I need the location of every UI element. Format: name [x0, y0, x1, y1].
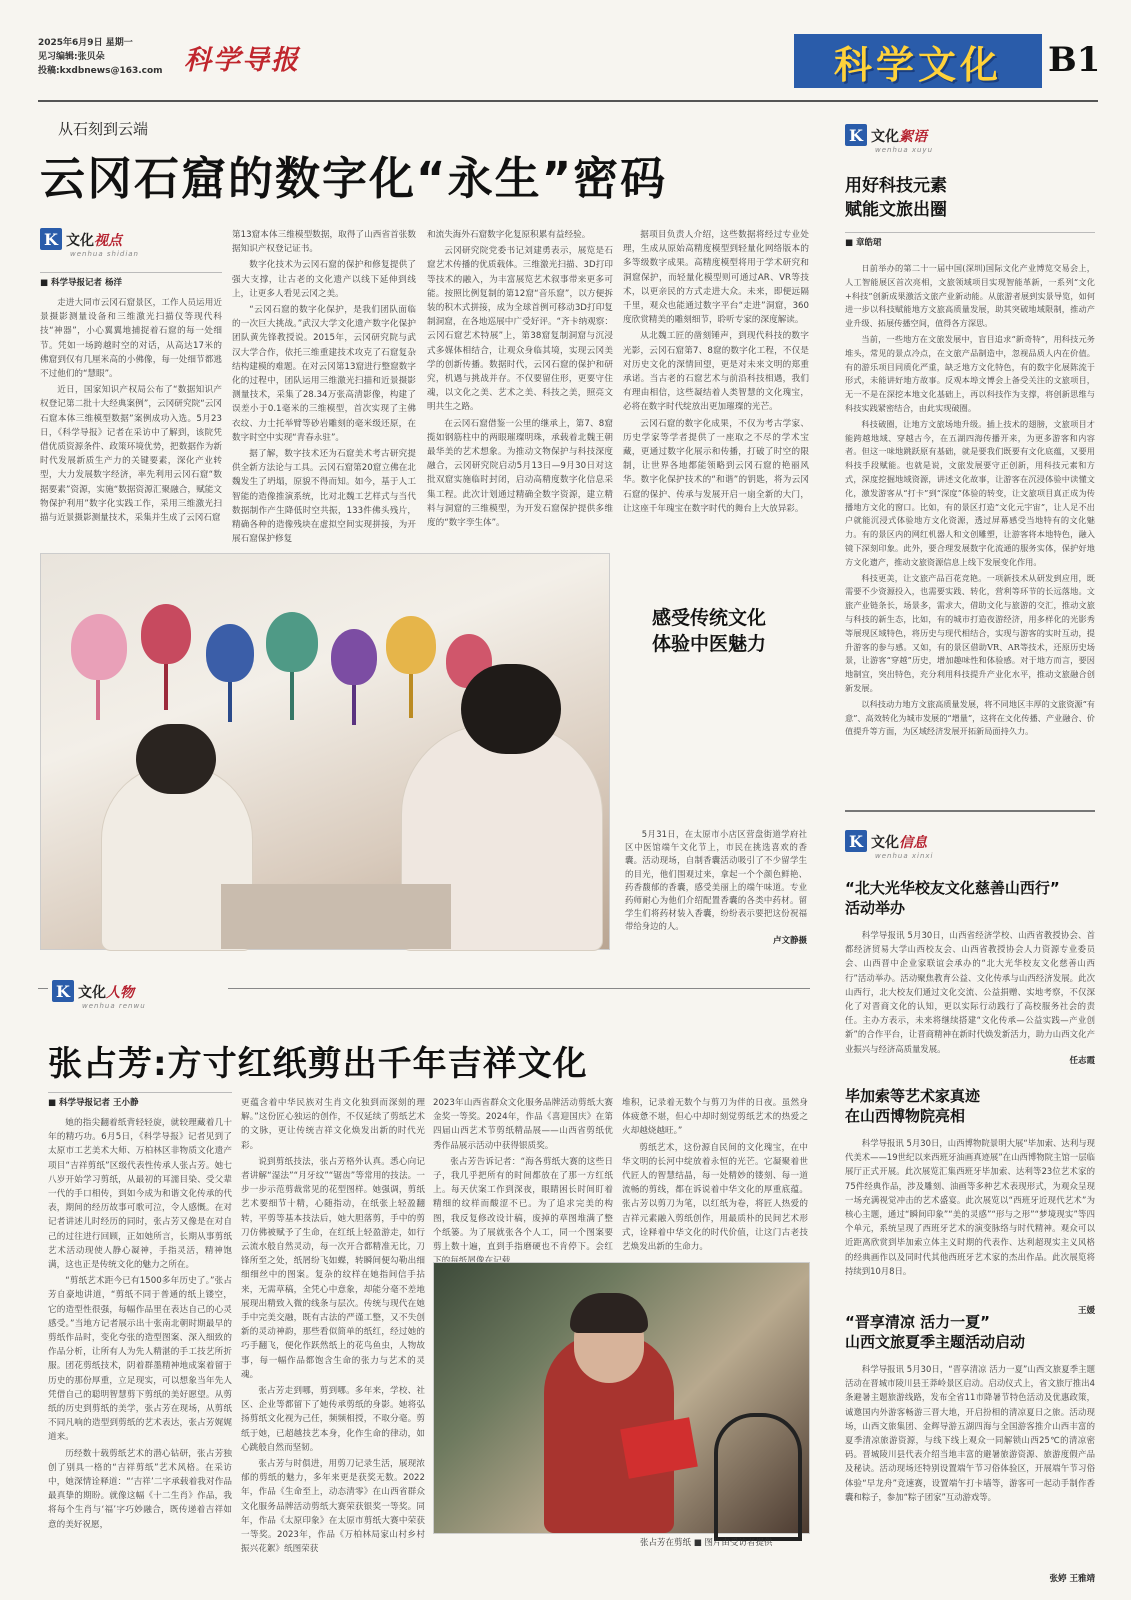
main-col3-para: 在云冈石窟借鉴一公里的继承上，第7、8窟揽如钢筋柱中的两眼璀璨明珠，承载着北魏王朝最华美的艺术想象。为推动文物保护与科技深度融合，云冈研究院启动5月13日—9月30日对这批双窟实施临时封闭，启动高精度数字化信息采集工程。此次计划通过精确全数字资源，建立精料与洞窟的三维模型，为开发石窟保护提供多维度的“数字孪生体”。 — [427, 418, 613, 529]
main-col4-para: 云冈石窟的数字化成果，不仅为考古学家、历史学家等学者提供了一座取之不尽的学术宝藏，更通过数字化展示和传播，打破了时空的限制，让世界各地都能领略到云冈石窟的艳丽风华。数字化保护技术的“和谐”的钥匙，将为云冈石窟的保护、传承与发展开启一扇全新的大门，让这座千年瑰宝在数字时代的舞台上大放异彩。 — [623, 418, 809, 514]
table-shape — [221, 884, 451, 949]
news-item — [845, 1086, 1095, 1316]
sachet-shape — [71, 614, 127, 680]
main-byline: ■ 科学导报记者 杨洋 — [40, 276, 122, 288]
badge-pinyin: wenhua xinxi — [875, 852, 934, 860]
papercut-photo — [433, 1262, 810, 1534]
news-body: 科学导报讯 5月30日，山西博物院景明大展“毕加索、达利与现代美术——19世纪以来西班牙油画真迹展”在山西博物院主馆一层临展厅正式开展。此次展览汇集西班牙毕加索、达利等23位艺术家的75件经典作品，涉及雕刻、油画等多种艺术表现形式，为观众呈现一场充满视觉冲击的艺术盛宴。此次展览以“西班牙近现代艺术”为核心主题，通过“瞬间印象”“美的灵感”“形与之形”“梦境现实”等四个单元，系统呈现了西班牙艺术的演变脉络与时代精神。观众可以近距离欣赏到毕加索立体主义时期的代表作、达利超现实主义风格的经典画作以及同时代其他西班牙艺术家的杰出作品。此次展览将持续到10月8日。 — [845, 1138, 1095, 1276]
k-logo-icon: K — [52, 980, 74, 1002]
photo-headline-line1: 感受传统文化 — [652, 607, 767, 629]
person-col-1 — [48, 1116, 232, 1558]
papercut-sheet-shape — [620, 1417, 698, 1478]
main-col3-para: 和流失海外石窟数字化复原积累有益经验。 — [427, 230, 591, 240]
person-headline: 张占芳:方寸红纸剪出千年吉祥文化 — [48, 1044, 588, 1084]
news-title-line1: 毕加索等艺术家真迹 — [845, 1087, 981, 1105]
badge-main-text: 文化 — [66, 233, 94, 249]
section-title: 科学文化 — [833, 42, 1002, 87]
sachet-shape — [331, 629, 377, 685]
main-col-2 — [232, 228, 416, 545]
tassel-shape — [96, 680, 100, 720]
section-title-banner — [794, 34, 1042, 88]
badge-main-text: 文化 — [78, 985, 106, 1001]
person-col4-para: 堆积，记录着无数个与剪刀为伴的日夜。虽然身体疲惫不堪，但心中却时刻觉剪纸艺术的热爱之火却越烧越旺。” — [622, 1098, 808, 1137]
tassel-shape — [409, 674, 413, 718]
column-badge-shidian — [40, 228, 230, 264]
main-col-1 — [40, 296, 222, 536]
opinion-paragraph: 当前，一些地方在文旅发展中，盲目追求“新奇特”，用科技元务堆头，常见的景点冷点，在文旅产品制造中，忽视品质人内在价值。有的游乐项目同质化严重，缺乏地方文化特色，有的数字化展陈流于形式，未能讲好地方故事。反观本埠文博会上备受关注的文旅项目，无一不是在深挖本地文化基础上，再以科技作为支撑，将创新思维与科技实践紧密结合，由此实现破圈。 — [845, 333, 1095, 413]
person-col2-para: 张占芳与时俱进，用剪刀记录生活，展现浓郁的剪纸的魅力，多年来更是获奖无数。2022年，作品《生命至上，动态清零》在山西省群众文化服务品牌活动剪纸大赛荣获银奖一等奖。同年，作品《太原印象》在太原市剪纸大赛中荣获一等奖。2023年，作品《万柏林局家山村乡村振兴花絮》纸图荣获 — [241, 1459, 425, 1555]
k-logo-icon: K — [845, 830, 867, 852]
masthead-divider — [38, 100, 1098, 102]
person-col2-para: 张占芳走到哪，剪到哪。多年来，学校、社区、企业等都留下了她传承剪纸的身影。她将弘扬剪纸文化视为己任，频频相授，不取分毫。剪纸于她，已超越技艺本身，化作生命的律动，如心跳般自然而坚韧。 — [241, 1386, 425, 1453]
papercut-photo-caption — [640, 1536, 772, 1550]
main-col-4 — [623, 228, 809, 536]
tassel-shape — [228, 682, 232, 722]
masthead-date: 2025年6月9日 星期一 — [38, 38, 133, 48]
person-col-2 — [241, 1096, 425, 1558]
news-title-line2: 山西文旅夏季主题活动启动 — [845, 1333, 1026, 1351]
badge-main-text: 文化 — [871, 129, 899, 145]
main-col2-para: 数字化技术为云冈石窟的保护和修复提供了强大支撑，让古老的文化遗产以线下延伸到线上，让更多人看见云冈之美。 — [232, 260, 416, 299]
news-author: 任志霞 — [1069, 1056, 1095, 1066]
person-byline-rule — [48, 1092, 232, 1093]
sachet-shape — [386, 616, 436, 674]
masthead-editor: 见习编辑:张贝朵 — [38, 52, 105, 62]
opinion-headline — [845, 174, 1085, 222]
person-col1-para: “剪纸艺术距今已有1500多年历史了。”张占芳自豪地讲道，“剪纸不同于普通的纸上镂空，它的造型性很强，每幅作品里在表达自己的心灵感受。”当地方记者展示出十张南北朝时期最早的剪纸作品时，变化夸张的造型图案、深入细致的作品分析，让所有人为先人精湛的手工技艺所折服。团花剪纸技术，阴着群墨精神地成案着留于历史的那份厚重，立足现实，可以想象当年先人凭借自己的聪明智慧剪下剪纸的美好愿望。从剪纸的历史到剪纸的美学，张占芳在现场，从剪纸不同凡响的造型到剪纸的艺术表达，张占芳娓娓道来。 — [48, 1276, 232, 1443]
person-col4-para: 剪纸艺术，这份源自民间的文化瑰宝，在中华文明的长河中绽放着永恒的光芒。它凝聚着世代匠人的智慧结晶，每一处精妙的镂刻、每一道流畅的剪线，都在诉说着中华文化的厚重底蕴。张占芳以剪刀为笔，以红纸为卷，将匠人热爱的吉祥元素融入剪纸创作，用最质朴的民间艺术形式，诠释着中华文化的时代价值，让这门古老技艺焕发出新的生命力。 — [622, 1142, 808, 1253]
k-logo-icon: K — [40, 228, 62, 250]
opinion-paragraph: 以科技动力地方文旅高质量发展，将不同地区丰厚的文旅资源“有意”、高效转化为城市发展的“增量”，这将在文化传播、产业融合、价值提升等方面，为区域经济发展开拓新局面持久力。 — [845, 698, 1095, 737]
news-title-line1: “北大光华校友文化慈善山西行” — [845, 879, 1060, 897]
opinion-headline-line1: 用好科技元素 — [845, 176, 947, 196]
tassel-shape — [352, 685, 356, 725]
person-hair-shape — [136, 724, 216, 794]
photo-headline-line2: 体验中医魅力 — [652, 633, 767, 655]
tassel-shape — [290, 672, 294, 720]
person-col1-para: 她的指尖翻着纸背轻轻旋，就较理藏着几十年的精巧功。6月5日，《科学导报》记者见到了太原市工艺美术大师、万柏林区非物质文化遗产项目“吉祥剪纸”区级代表性传承人张占芳。她七八岁开始学习剪纸，从最初的耳濡目染、受父辈一代的手口相传，到如今成为和谐文化传承的代表，期间的经历故事可歌可泣，令人感慨。在对记者讲述儿时经历的同时，张占芳又像是在对自己的过往进行回顾，正如她所言，长期从事剪纸艺术活动现使人静心凝神，手指灵活，精神饱满，这也正是传统文化的魅力之所在。 — [48, 1118, 232, 1271]
opinion-paragraph: 科技破圈，让地方文旅场地升级。插上技术的翅膀，文旅项目才能跨越地域、穿越古今，在五湖四海传播开来，为更多游客和内容者。但这一味地跳跃原有基础，就是要我们既要有文化底蕴，又要用科技手段赋能。也就是说，文旅发展要守正创新，用科技元素和方式，深度挖掘地域资源，讲述文化故事，让游客在沉浸体验中读懂文化，激发游客从“打卡”到“深度”体验的转变，让文旅项目真正成为传播地方文化的窗口。比如，有的景区打造“文化元宇宙”，让人足不出户就能沉浸式体验地方文化资源，透过屏幕感受当地特有的文化魅力。有的景区内的网红机器人和文创雕塑，让游客将本地特色，融入镜下深刻印象。此外，要合理发展数字化流通的服务实体，保护好地方文化遗产，推动文旅资源信息上线下发展变化作用。 — [845, 418, 1095, 567]
main-col4-para: 从北魏工匠的凿刻锤声，到现代科技的数字光影，云冈石窟第7、8窟的数字化工程，不仅是对历史文化的深情回望，更是对未来文明的郑重承诺。当古老的石窟艺术与前沿科技相遇，我们有理由相信，这些凝结着人类智慧的文化瑰宝，必将在数字时代绽放出更加璀璨的光芒。 — [623, 331, 809, 413]
byline-rule — [40, 272, 222, 273]
badge-pinyin: wenhua renwu — [82, 1002, 146, 1010]
paper-logo: 科学导报 — [184, 45, 300, 76]
badge-accent-text: 信息 — [899, 835, 927, 851]
main-col1-para: 近日，国家知识产权局公布了“数据知识产权登记第二批十大经典案例”，云冈研究院“云冈石窟本体三维模型数据”案例成功入选。5月23日，《科学导报》记者在采访中了解到，该院凭借优质资源条件、政策环境优势，把数据作为新时代发展新质生产力的关键要素，深化产业转型，大力发展数字经济，率先利用云冈石窟“数据要素”资源，实施“数据资源汇聚融合，赋能文物保护利用”数字化实践工作，采用三维激光扫描与近景摄影测量技术，采集并生成了云冈石窟 — [40, 385, 222, 524]
main-col4-para: 据项目负责人介绍，这些数据将经过专业处理，生成从原始高精度模型到轻量化网络版本的多等级数字成果。高精度模型将用于学术研究和洞窟保护，而轻量化模型则可通过AR、VR等技术，以更亲民的方式走进大众。未来，即便远隔千里，观众也能通过数字平台“走进”洞窟，360度欣赏精美的雕刻细节，聆听专家的深度解读。 — [623, 230, 809, 326]
page-number: B1 — [1048, 40, 1101, 80]
news-author: 王媛 — [1077, 1306, 1095, 1316]
news-body: 科学导报讯 5月30日，“晋享清凉 活力一夏”山西文旅夏季主题活动在晋城市陵川县王莽岭景区启动。启动仪式上，省文旅厅推出4条避暑主题旅游线路，发布全省11市降暑节特色活动及优惠政策，诚邀国内外游客畅游三晋大地，开启扮相的清凉夏日之旅。活动现场，山西文旅集团、金辉导游五湖四海与全国游客推介山西丰富的夏季清凉旅游资源，与线下线上观众一同解锁山西25℃的清凉密码。晋城陵川县代表介绍当地丰富的避暑旅游资源、旅游度假产品及秘诀。活动现场还特别设置端午节习俗体验区，开展端午节习俗体验“早龙舟”竞速赛，设置端午打卡墙等，游客可一起动手制作香囊和粽子，参加“粽子团家”互动游戏等。 — [845, 1364, 1095, 1502]
photo-story-headline — [652, 605, 812, 657]
person-byline: ■ 科学导报记者 王小静 — [48, 1096, 138, 1108]
k-logo-icon: K — [845, 124, 867, 146]
main-col-3 — [427, 228, 613, 536]
person-col3-para: 张占芳告诉记者：“海各剪纸大赛的这些日子，我几乎把所有的时间都放在了那一方红纸上。每天伏案工作到深夜，眼睛困长时间盯着精细的纹样而酸涩不已。为了追求完美的构图，我反复修改设计稿，废掉的草图堆满了整个纸篓。为了展就张各个人工，同一个图案要剪上数十遍，直到手指磨硬也不肯停下。会红 — [433, 1156, 613, 1253]
person-col1-para: 历经数十载剪纸艺术的潜心钻研，张占芳独创了别具一格的“吉祥剪纸”艺术风格。在采访中，她深情诠释道：“‘吉祥’二字承载着我对作品最真挚的期盼。就像这幅《十二生肖》作品，我将每个生肖与‘福’字巧妙融合，既传递着吉祥如意的美好祝愿， — [48, 1448, 232, 1530]
photo-story-caption: 5月31日，在太原市小店区营盘街道学府社区中医馆端午文化节上，市民在挑选喜欢的香囊。活动现场，自制香囊活动吸引了不少留学生的目光，他们围观过来，拿起一个个颜色鲜艳、药香馥郁的香囊，感受美丽上的端午味道。专业药师耐心为他们介绍配置香囊的各类中药材。留学生们将药材装入香囊，纷纷表示要把这份祝福带给身边的人。 — [625, 829, 807, 932]
opinion-author-rule — [845, 232, 1095, 233]
sachet-shape — [266, 612, 318, 672]
sachet-shape — [141, 604, 191, 664]
badge-pinyin: wenhua xuyu — [875, 146, 934, 154]
badge-accent-text: 絮语 — [899, 129, 927, 145]
badge-accent-text: 人物 — [106, 985, 134, 1001]
news-item — [845, 878, 1095, 1066]
badge-main-text: 文化 — [871, 835, 899, 851]
chair-shape — [714, 1413, 802, 1541]
caption-separator: ■ — [693, 1538, 705, 1548]
main-kicker: 从石刻到云端 — [58, 120, 149, 138]
photo-story-credit: 卢文静摄 — [772, 936, 807, 946]
person-photo-credit: 图片由受访者提供 — [704, 1538, 773, 1548]
main-col3-para: 云冈研究院党委书记刘建勇表示，展览是石窟艺术传播的优质载体。三维激光扫描、3D打印等技术的融入，为丰富展览艺术叙事带来更多可能。按照比例复制的第12窟“音乐窟”，以方便拆装的积木式拼接，成为全球首例可移动3D打印复制洞窟，在各地巡展中广受好评。“齐卡纳观察：云冈石窟艺术特展”上，第38窟复制洞窟与沉浸式多媒体相结合，让观众身临其境，实现云冈美学的创新传播。数据时代，云冈石窟的保护和研究，机遇与挑战并存。不仅要留住形，更要守住魂，以文化之美、艺术之美、科技之美，照亮文明共生之路。 — [427, 246, 613, 413]
news-body: 科学导报讯 5月30日，山西省经济学校、山西省教授协会、首都经济贸易大学山西校友会、山西省教授协会人力资源专业委员会、山西晋中企业家联谊会承办的“北大光华校友文化慈善山西行”活动举办。活动聚焦教育公益、文化传承与山西经济发展。此次山西行，北大校友们通过文化交流、公益捐赠、实地考察，不仅深化了对晋商文化的认知，更以实际行动践行了高校服务社会的责任。主办方表示，未来将继续搭建“文化传承—公益实践—产业创新”的合作平台，让晋商精神在新时代焕发新活力，助力山西文化产业振兴与经济高质量发展。 — [845, 930, 1095, 1054]
masthead — [38, 34, 1101, 96]
person-hair-shape — [461, 664, 561, 754]
column-badge-xuyu — [845, 124, 1045, 160]
person-col-3 — [433, 1096, 613, 1253]
news-title-line2: 在山西博物院亮相 — [845, 1107, 966, 1125]
news-item — [845, 1312, 1095, 1584]
news-title-line2: 活动举办 — [845, 899, 906, 917]
badge-pinyin: wenhua shidian — [70, 250, 139, 258]
tassel-shape — [164, 664, 168, 710]
main-headline: 云冈石窟的数字化“永生”密码 — [40, 152, 668, 205]
news-author: 张婷 王雅靖 — [1049, 1574, 1095, 1584]
person-col3-para: 2023年山西省群众文化服务品牌活动剪纸大赛金奖一等奖。2024年，作品《喜迎国庆》在第四届山西艺术节剪纸精品展——山西省剪纸优秀作品展示活动中获得银质奖。 — [433, 1098, 613, 1151]
masthead-email: 投稿:kxdbnews@163.com — [38, 66, 163, 76]
person-col2-para: 更蕴含着中华民族对生肖文化独到而深刻的理解。”这份匠心独运的创作，不仅延续了剪纸艺术的文脉，更让传统吉祥文化焕发出新的时代光彩。 — [241, 1098, 425, 1151]
opinion-headline-line2: 赋能文旅出圈 — [845, 200, 947, 220]
column-badge-xinxi — [845, 830, 1045, 866]
main-col1-para: 走进大同市云冈石窟景区，工作人员运用近景摄影测量设备和三维激光扫描仪等现代科技“神器”，小心翼翼地捕捉着石窟的每一处细节。凭如一场跨越时空的对话，从高达17米的佛窟到仅有几厘米高的小佛像，每一处细节都逃不过他们的“慧眼”。 — [40, 298, 222, 380]
person-hair-shape — [570, 1293, 648, 1333]
person-photo-caption: 张占芳在剪纸 — [640, 1538, 692, 1548]
main-col2-para: 第13窟本体三维模型数据，取得了山西省首张数据知识产权登记证书。 — [232, 230, 416, 255]
badge-accent-text: 视点 — [94, 233, 122, 249]
opinion-paragraph: 科技更美，让文旅产品百花竞艳。一项新技术从研发到应用，既需要不少资源投入，也需要实践、转化，营利等环节的长远落地。文旅产业链条长，场景多，需求大，借助文化与旅游的交汇，推动文旅与科技的新生态，比如，有的城市打造夜游经济，用多样化的光影秀等展现区域特色，将历史与现代相结合，实现与游客的实时互动，提升游客的参与感。又如，有的景区借助VR、AR等技术，还原历史场景，让游客“穿越”历史，增加趣味性和体验感。对于地方而言，要因地制宜，突出特色，充分利用科技提升产业化水平，推动文旅融合创新发展。 — [845, 572, 1095, 693]
news-title-line1: “晋享清凉 活力一夏” — [845, 1313, 990, 1331]
opinion-paragraph: 日前举办的第二十一届中国(深圳)国际文化产业博览交易会上，人工智能展区首次亮相，文旅领域项目实现智能革新，一系列“文化+科技”创新成果激活文旅产业新动能。从旅游者展到实景导览，如何进一步以科技赋能地方文旅高质量发展，助其突破地域限制，推动产业升级、拓展传播空间，值得各方深思。 — [845, 263, 1095, 329]
opinion-body — [845, 262, 1095, 762]
opinion-author: ■ 章皓珺 — [845, 236, 882, 248]
main-col2-para: 据了解，数字技术还为石窟美术考古研究提供全新方法论与工具。云冈石窟第20窟立佛在北魏发生了坍塌，原貌不得而知。如今，基于人工智能的造像推演系统，比对北魏工艺样式与当代数据制作产生降低时空共振，133件佛头残片，精确各种的造像残块在虚拟空间实现拼接，为开展石窟保护修复 — [232, 449, 416, 545]
person-col-4 — [622, 1096, 808, 1253]
sachet-shape — [206, 624, 254, 682]
sachet-photo — [40, 553, 610, 950]
person-col2-para: 说到剪纸技法，张占芳格外认真。悉心向记者讲解“湿法”“月牙纹”“锯齿”等常用的技法。一步一步示范剪裁常见的花型图样。她强调，剪纸艺术要细节十精，心随指动，在纸张上轻盈翻转，平剪等基本技法后，她大胆落剪，手中的剪刀仿佛被赋予了生命，在红纸上轻盈游走，如行云流水般自然灵动，每一次开合都精准无比，刀锋所至之处，纸屑纷飞如蝶，转瞬间便勾勒出细细细丝中的图案。复杂的纹样在她指间信手拈来，无需草稿，全凭心中意象，却能分毫不差地展现出精致入微的线条与层次。传统与现代在她手中完美交融，既有古法的严谨工整，又不失创新的灵动神韵，那些看似简单的纸红，经过她的巧手翻飞，便化作跃然纸上的花鸟鱼虫，人物故事，每一幅作品都饱含生命的张力与艺术的灵魂。 — [241, 1156, 425, 1380]
sidebar-divider — [845, 810, 1095, 812]
main-col2-para: “云冈石窟的数字化保护，是我们团队面临的一次巨大挑战。”武汉大学文化遗产数字化保护团队黄先锋教授说。2015年，云冈研究院与武汉大学合作，依托三维重建技术攻克了石窟复杂结构建模的难题。在对云冈第13窟进行整窟数字化的过程中，团队运用三维激光扫描和近景摄影测量技术，采集了28.34万张高清影像，构建了误差小于0.1毫米的三维模型，首次实现了主佛衣纹、力士托举臂等砂岩雕刻的毫米级还原，在数字时空中实现“青春永驻”。 — [232, 305, 416, 443]
column-badge-renwu — [48, 980, 228, 1016]
